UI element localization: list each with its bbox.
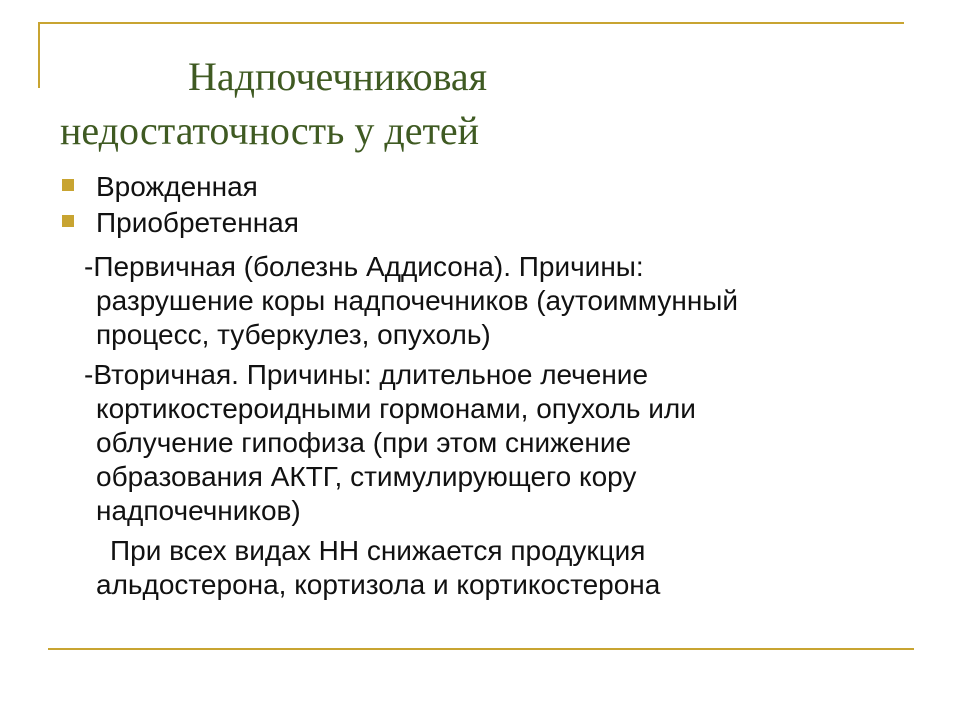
frame-top-line	[38, 22, 904, 24]
paragraph-line: При всех видах НН снижается продукция	[110, 535, 646, 566]
bullet-item-congenital	[60, 170, 910, 206]
bullet-text: Приобретенная	[96, 207, 299, 238]
paragraph-line: образования АКТГ, стимулирующего кору	[96, 461, 637, 492]
summary-paragraph	[60, 534, 910, 602]
frame-bottom-line	[48, 648, 914, 650]
paragraph-line: облучение гипофиза (при этом снижение	[96, 427, 632, 458]
bullet-item-acquired	[60, 206, 910, 242]
slide-title-line-1: Надпочечниковая	[188, 54, 488, 99]
primary-insufficiency-paragraph	[60, 250, 910, 352]
frame-left-line	[38, 22, 40, 88]
paragraph-line: надпочечников)	[96, 495, 301, 526]
square-bullet-icon	[62, 215, 74, 227]
paragraph-line: разрушение коры надпочечников (аутоиммунный	[96, 285, 739, 316]
paragraph-line: альдостерона, кортизола и кортикостерона	[96, 569, 661, 600]
bullet-text: Врожденная	[96, 171, 258, 202]
paragraph-line: -Первичная (болезнь Аддисона). Причины:	[84, 251, 644, 282]
slide-content	[60, 170, 910, 602]
paragraph-line: -Вторичная. Причины: длительное лечение	[84, 359, 649, 390]
square-bullet-icon	[62, 179, 74, 191]
paragraph-line: кортикостероидными гормонами, опухоль или	[96, 393, 696, 424]
paragraph-line: процесс, туберкулез, опухоль)	[96, 319, 491, 350]
secondary-insufficiency-paragraph	[60, 358, 910, 528]
slide-title-line-2: недостаточность у детей	[60, 108, 480, 153]
slide-title	[60, 50, 900, 158]
